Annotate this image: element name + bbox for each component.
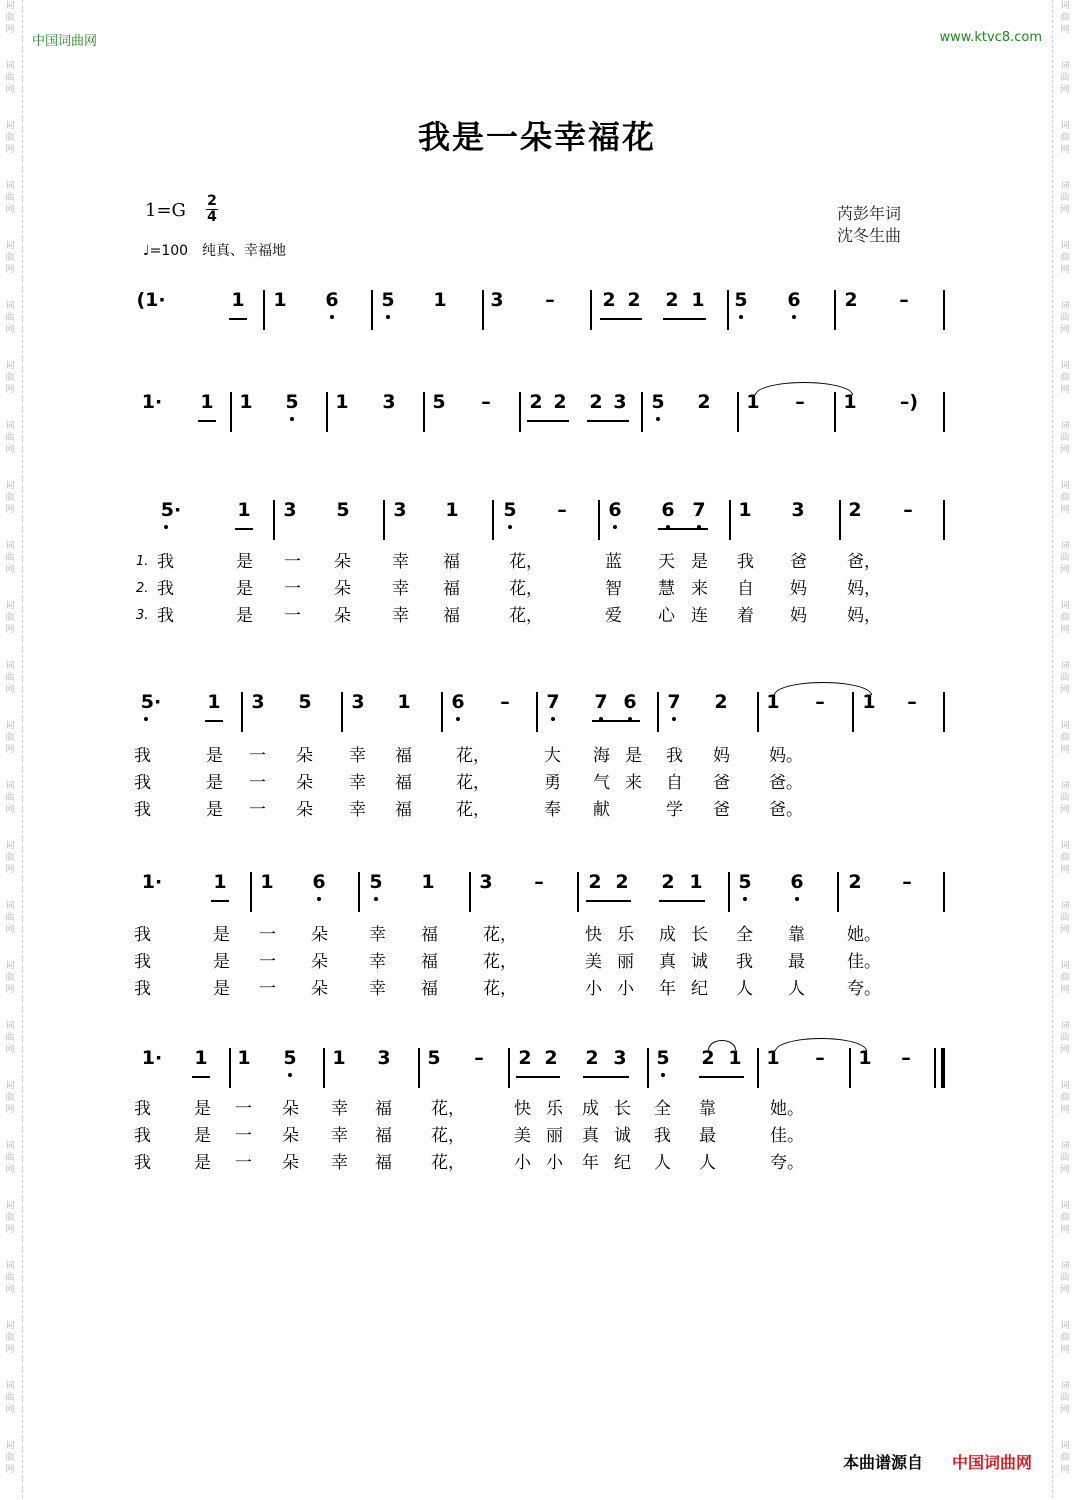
- lyric-char: 花，: [431, 1099, 465, 1119]
- lyric-char: 朵: [282, 1126, 299, 1146]
- lyric-char: 我: [134, 746, 151, 766]
- lyric-char: 天: [658, 552, 675, 572]
- verse-number: 3.: [136, 608, 149, 623]
- lyric-char: 美: [585, 952, 602, 972]
- lyric-char: 是: [691, 552, 708, 572]
- lyric-char: 爱: [605, 606, 622, 626]
- lyric-char: 是: [194, 1126, 211, 1146]
- tempo-marking: ♩=100 纯真、幸福地: [143, 243, 287, 259]
- time-signature-bottom: 4: [207, 209, 217, 225]
- lyric-char: 人: [736, 979, 753, 999]
- score-row-2: 1· 1 1 5 1 3 5 – 2 2 2 3 5 2 1 – 1 –): [0, 390, 1074, 450]
- lyric-char: 福: [395, 746, 412, 766]
- lyric-char: 靠: [699, 1099, 716, 1119]
- lyric-char: 幸: [369, 952, 386, 972]
- lyric-char: 是: [236, 606, 253, 626]
- lyric-char: 妈。: [769, 746, 803, 766]
- lyric-char: 花，: [431, 1153, 465, 1173]
- lyric-char: 福: [443, 606, 460, 626]
- lyric-char: 我: [134, 952, 151, 972]
- lyric-char: 人: [654, 1153, 671, 1173]
- lyric-char: 全: [736, 925, 753, 945]
- score-row-5: 1· 1 1 6 5 1 3 – 2 2 2 1 5 6 2 –: [0, 870, 1074, 930]
- lyric-char: 来: [691, 579, 708, 599]
- lyric-char: 纪: [614, 1153, 631, 1173]
- lyric-char: 朵: [282, 1099, 299, 1119]
- lyric-char: 爸: [713, 773, 730, 793]
- lyric-char: 花，: [456, 746, 490, 766]
- lyric-char: 勇: [544, 773, 561, 793]
- lyric-char: 一: [284, 552, 301, 572]
- lyric-char: 爸: [713, 800, 730, 820]
- lyric-char: 朵: [334, 552, 351, 572]
- lyric-char: 妈，: [847, 579, 881, 599]
- lyric-char: 诚: [614, 1126, 631, 1146]
- lyric-char: 一: [249, 746, 266, 766]
- lyric-char: 妈: [790, 606, 807, 626]
- lyric-char: 福: [443, 552, 460, 572]
- lyric-char: 朵: [311, 952, 328, 972]
- lyric-char: 是: [213, 925, 230, 945]
- score-row-3: 5· 1 3 5 3 1 5 – 6 6 7 1 3 2 –: [0, 498, 1074, 558]
- lyricist-credit: 芮彭年词: [837, 204, 902, 223]
- lyric-char: 连: [691, 606, 708, 626]
- lyric-char: 最: [699, 1126, 716, 1146]
- composer-credit: 沈冬生曲: [837, 226, 902, 245]
- lyric-char: 她。: [770, 1099, 804, 1119]
- lyric-char: 幸: [369, 925, 386, 945]
- lyric-char: 我: [736, 952, 753, 972]
- score-row-6: 1· 1 1 5 1 3 5 – 2 2 2 3 5 2 1 1 – 1 –: [0, 1046, 1074, 1106]
- lyric-char: 献: [593, 800, 610, 820]
- lyric-char: 一: [284, 606, 301, 626]
- lyric-char: 福: [375, 1099, 392, 1119]
- lyric-char: 爸，: [847, 552, 881, 572]
- lyric-char: 乐: [617, 925, 634, 945]
- lyric-char: 一: [235, 1126, 252, 1146]
- lyric-char: 慧: [658, 579, 675, 599]
- lyric-char: 学: [666, 800, 683, 820]
- lyric-char: 自: [737, 579, 754, 599]
- lyric-char: 纪: [691, 979, 708, 999]
- lyric-char: 佳。: [770, 1126, 804, 1146]
- lyric-char: 我: [134, 1099, 151, 1119]
- lyric-char: 一: [284, 579, 301, 599]
- lyric-char: 妈: [713, 746, 730, 766]
- lyric-char: 奉: [544, 800, 561, 820]
- lyric-char: 长: [691, 925, 708, 945]
- lyric-char: 爸。: [769, 800, 803, 820]
- lyric-char: 幸: [369, 979, 386, 999]
- lyric-char: 一: [235, 1099, 252, 1119]
- key-signature: 1=G: [145, 200, 186, 221]
- right-watermark: 词 曲 网 词 曲 网 词 曲 网 词 曲 网 词 曲 网 词 曲 网 词 曲 网 词 曲 网 词 曲 网 词 曲 网 词 曲 网 词 曲 网 词 曲 网 词 曲 网 词 曲 网 词 曲 网 词 曲 网 词 曲 网 词 曲 网 词 曲 网 词 曲 网 词 曲 网 词 曲 网 词 曲 网 词 曲 网: [1060, 1, 1070, 1475]
- lyric-char: 花，: [509, 552, 543, 572]
- lyric-char: 丽: [617, 952, 634, 972]
- lyric-char: 朵: [334, 606, 351, 626]
- lyric-char: 是: [206, 746, 223, 766]
- lyric-char: 我: [134, 1153, 151, 1173]
- lyric-char: 最: [788, 952, 805, 972]
- lyric-char: 一: [249, 773, 266, 793]
- lyric-char: 心: [658, 606, 675, 626]
- lyric-char: 福: [375, 1126, 392, 1146]
- lyric-char: 朵: [311, 925, 328, 945]
- time-signature: [205, 194, 219, 225]
- lyric-char: 幸: [331, 1153, 348, 1173]
- lyric-char: 我: [134, 773, 151, 793]
- lyric-char: 福: [421, 979, 438, 999]
- lyric-char: 全: [654, 1099, 671, 1119]
- lyric-char: 是: [206, 773, 223, 793]
- lyric-char: 是: [194, 1153, 211, 1173]
- lyric-char: 花，: [509, 579, 543, 599]
- lyric-char: 幸: [392, 552, 409, 572]
- intro-open-paren: (1·: [136, 289, 166, 311]
- lyric-char: 朵: [296, 773, 313, 793]
- lyric-char: 一: [259, 952, 276, 972]
- score-row-1: (1· 1 1 6 5 1 3 – 2 2 2 1 5 6 2 –: [0, 288, 1074, 348]
- lyric-char: 大: [544, 746, 561, 766]
- lyric-char: 年: [582, 1153, 599, 1173]
- lyric-char: 我: [134, 979, 151, 999]
- lyric-char: 人: [699, 1153, 716, 1173]
- lyric-char: 小: [585, 979, 602, 999]
- lyric-char: 一: [249, 800, 266, 820]
- lyric-char: 花，: [431, 1126, 465, 1146]
- site-name-left[interactable]: 中国词曲网: [32, 34, 98, 49]
- lyric-char: 快: [514, 1099, 531, 1119]
- lyric-char: 气: [593, 773, 610, 793]
- time-signature-top: 2: [207, 193, 217, 209]
- lyric-char: 朵: [282, 1153, 299, 1173]
- lyric-char: 花，: [483, 952, 517, 972]
- lyric-char: 我: [134, 800, 151, 820]
- lyric-char: 人: [788, 979, 805, 999]
- lyric-char: 长: [614, 1099, 631, 1119]
- lyric-char: 花，: [483, 979, 517, 999]
- footer-source-site[interactable]: 中国词曲网: [952, 1453, 1033, 1472]
- lyric-char: 我: [134, 925, 151, 945]
- lyric-char: 是: [213, 952, 230, 972]
- lyric-char: 丽: [546, 1126, 563, 1146]
- lyric-char: 幸: [331, 1099, 348, 1119]
- score-row-4: 5· 1 3 5 3 1 6 – 7 7 6 7 2 1 – 1 –: [0, 690, 1074, 750]
- lyric-char: 来: [625, 773, 642, 793]
- lyric-char: 蓝: [605, 552, 622, 572]
- lyric-char: 幸: [392, 579, 409, 599]
- lyric-char: 是: [236, 552, 253, 572]
- lyric-char: 乐: [546, 1099, 563, 1119]
- lyric-char: 一: [259, 925, 276, 945]
- lyric-char: 夸。: [770, 1153, 804, 1173]
- lyric-char: 小: [514, 1153, 531, 1173]
- lyric-char: 她。: [847, 925, 881, 945]
- song-title: 我是一朵幸福花: [417, 118, 656, 156]
- lyric-char: 我: [134, 1126, 151, 1146]
- lyric-char: 靠: [788, 925, 805, 945]
- lyric-char: 我: [654, 1126, 671, 1146]
- lyric-char: 福: [421, 952, 438, 972]
- lyric-char: 真: [582, 1126, 599, 1146]
- lyric-char: 朵: [296, 746, 313, 766]
- lyric-char: 福: [395, 773, 412, 793]
- lyric-char: 美: [514, 1126, 531, 1146]
- lyric-char: 幸: [349, 773, 366, 793]
- lyric-char: 诚: [691, 952, 708, 972]
- lyric-char: 幸: [331, 1126, 348, 1146]
- intro-close-paren: –): [899, 391, 919, 413]
- lyric-char: 我: [157, 579, 174, 599]
- lyric-char: 花，: [483, 925, 517, 945]
- lyric-char: 海: [593, 746, 610, 766]
- lyric-char: 是: [206, 800, 223, 820]
- lyric-char: 一: [259, 979, 276, 999]
- lyric-char: 幸: [349, 746, 366, 766]
- lyric-char: 小: [617, 979, 634, 999]
- lyric-char: 成: [582, 1099, 599, 1119]
- lyric-char: 智: [605, 579, 622, 599]
- lyric-char: 成: [659, 925, 676, 945]
- lyric-char: 朵: [296, 800, 313, 820]
- verse-number: 2.: [136, 581, 149, 596]
- lyric-char: 是: [194, 1099, 211, 1119]
- lyric-char: 是: [213, 979, 230, 999]
- lyric-char: 我: [737, 552, 754, 572]
- lyric-char: 是: [236, 579, 253, 599]
- lyric-char: 年: [659, 979, 676, 999]
- lyric-char: 花，: [456, 773, 490, 793]
- lyric-char: 妈，: [847, 606, 881, 626]
- lyric-char: 我: [157, 552, 174, 572]
- lyric-char: 幸: [349, 800, 366, 820]
- credits: [837, 203, 901, 247]
- lyric-char: 花，: [509, 606, 543, 626]
- lyric-char: 真: [659, 952, 676, 972]
- lyric-char: 福: [375, 1153, 392, 1173]
- lyric-char: 我: [157, 606, 174, 626]
- lyric-char: 妈: [790, 579, 807, 599]
- lyric-char: 幸: [392, 606, 409, 626]
- lyric-char: 福: [395, 800, 412, 820]
- lyric-char: 花，: [456, 800, 490, 820]
- lyric-char: 福: [443, 579, 460, 599]
- left-watermark: 词 曲 网 词 曲 网 词 曲 网 词 曲 网 词 曲 网 词 曲 网 词 曲 网 词 曲 网 词 曲 网 词 曲 网 词 曲 网 词 曲 网 词 曲 网 词 曲 网 词 曲 网 词 曲 网 词 曲 网 词 曲 网 词 曲 网 词 曲 网 词 曲 网 词 曲 网 词 曲 网 词 曲 网 词 曲 网: [5, 1, 15, 1475]
- lyric-char: 快: [585, 925, 602, 945]
- lyric-char: 自: [666, 773, 683, 793]
- verse-number: 1.: [136, 554, 149, 569]
- lyric-char: 一: [235, 1153, 252, 1173]
- lyric-char: 佳。: [847, 952, 881, 972]
- lyric-char: 我: [666, 746, 683, 766]
- lyric-char: 爸: [790, 552, 807, 572]
- lyric-char: 朵: [334, 579, 351, 599]
- lyric-char: 着: [737, 606, 754, 626]
- lyric-char: 小: [546, 1153, 563, 1173]
- lyric-char: 夸。: [847, 979, 881, 999]
- lyric-char: 爸。: [769, 773, 803, 793]
- footer-source-label: 本曲谱源自: [843, 1453, 924, 1472]
- lyric-char: 福: [421, 925, 438, 945]
- site-url-right[interactable]: www.ktvc8.com: [939, 30, 1042, 45]
- lyric-char: 朵: [311, 979, 328, 999]
- lyric-char: 是: [625, 746, 642, 766]
